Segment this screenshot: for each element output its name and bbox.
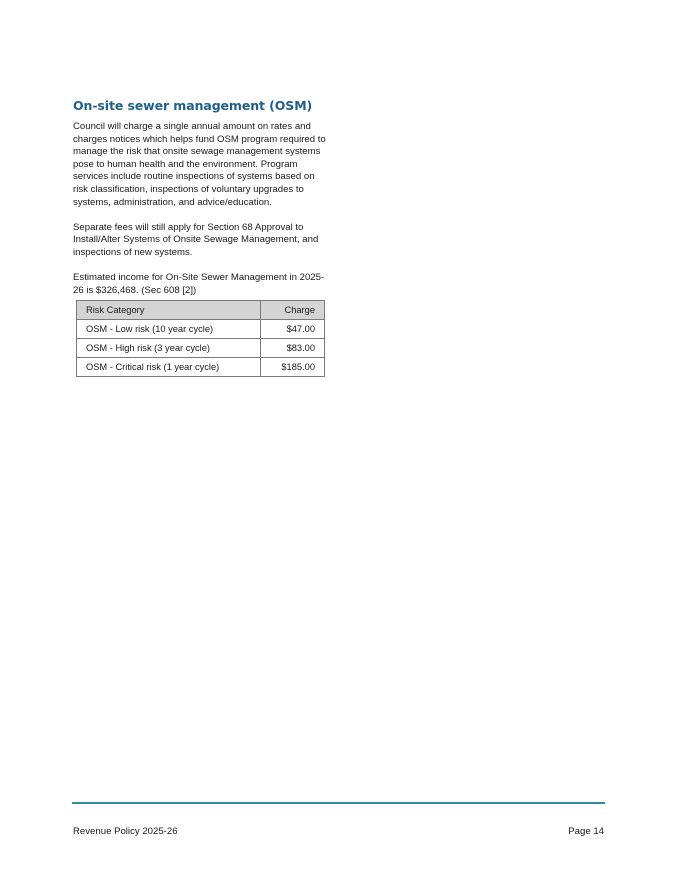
footer-page-number: Page 14 — [568, 826, 604, 837]
section-heading: On-site sewer management (OSM) — [73, 98, 313, 113]
page-content — [73, 98, 328, 377]
table-header-row — [77, 301, 325, 320]
paragraph-osm-description: Council will charge a single annual amount on rates and charges notices which helps fund OSM program required to manage the risk that onsite sewage management systems pose to human health and the environment. Program services include routine inspections of systems based on risk classification, inspections of voluntary upgrades to systems, administration, and advice/education. — [73, 121, 326, 208]
table-row — [77, 339, 325, 358]
cell-charge: $185.00 — [261, 358, 325, 377]
cell-risk-category: OSM - Low risk (10 year cycle) — [77, 320, 261, 339]
footer-document-title: Revenue Policy 2025-26 — [73, 826, 178, 837]
header-charge: Charge — [261, 301, 325, 320]
cell-risk-category: OSM - High risk (3 year cycle) — [77, 339, 261, 358]
cell-charge: $83.00 — [261, 339, 325, 358]
paragraph-estimated-income: Estimated income for On-Site Sewer Management in 2025-26 is $326,468. (Sec 608 [2]) — [73, 272, 325, 296]
table-row — [77, 358, 325, 377]
fee-table — [76, 300, 325, 377]
table-row — [77, 320, 325, 339]
footer-divider — [72, 802, 605, 804]
cell-risk-category: OSM - Critical risk (1 year cycle) — [77, 358, 261, 377]
paragraph-separate-fees: Separate fees will still apply for Section 68 Approval to Install/Alter Systems of Onsite Sewage Management, and inspections of new systems. — [73, 221, 319, 258]
cell-charge: $47.00 — [261, 320, 325, 339]
header-risk-category: Risk Category — [77, 301, 261, 320]
